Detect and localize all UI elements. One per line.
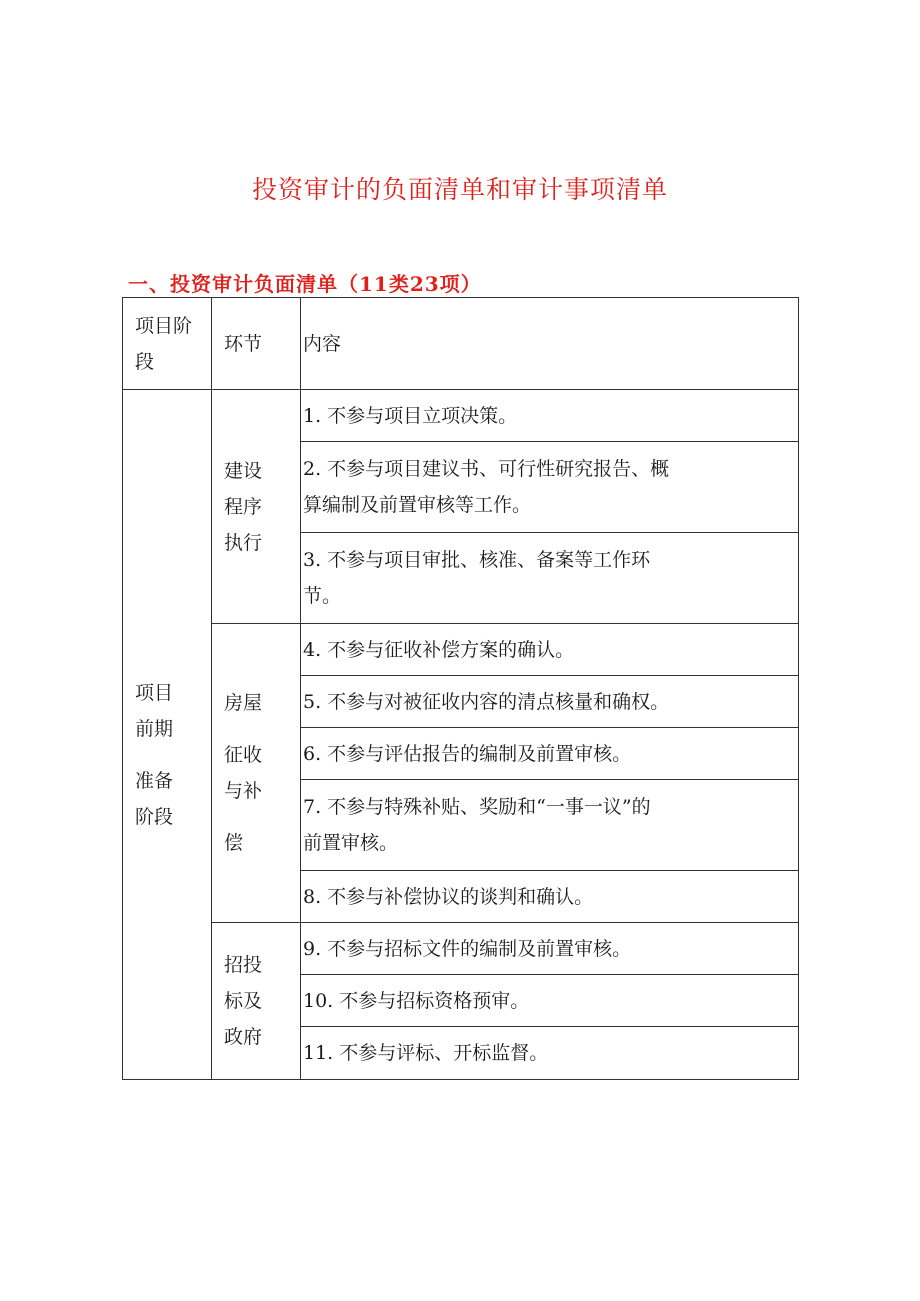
stage-line: 准备 (135, 769, 174, 792)
stage-cell (123, 390, 212, 1080)
group-cell (212, 624, 301, 923)
group-line: 偿 (224, 832, 244, 854)
group-line: 执行 (224, 531, 263, 554)
group-line: 程序 (224, 495, 263, 518)
item-text: 3. 不参与项目审批、核准、备案等工作环 (303, 549, 651, 571)
group-line: 与补 (224, 780, 263, 802)
section-heading: 一、投资审计负面清单（11类23项） (128, 272, 482, 296)
content-cell (301, 624, 799, 676)
item-text: 11. 不参与评标、开标监督。 (303, 1042, 549, 1064)
header-stage-line2: 段 (135, 350, 155, 373)
header-stage (123, 298, 212, 390)
item-text: 7. 不参与特殊补贴、奖励和“一事一议”的 (303, 796, 651, 818)
table-row (123, 923, 799, 975)
header-link: 环节 (212, 298, 301, 390)
content-cell (301, 390, 799, 442)
document-title: 投资审计的负面清单和审计事项清单 (251, 175, 668, 204)
item-text: 前置审核。 (303, 832, 399, 854)
stage-line: 项目 (135, 681, 174, 704)
group-line: 政府 (224, 1026, 263, 1048)
item-text: 5. 不参与对被征收内容的清点核量和确权。 (303, 690, 670, 713)
stage-line: 前期 (135, 717, 174, 740)
table-header-row (123, 298, 799, 390)
content-cell (301, 1027, 799, 1080)
negative-list-table (122, 297, 799, 1080)
content-cell (301, 923, 799, 975)
content-cell (301, 728, 799, 780)
item-text: 算编制及前置审核等工作。 (303, 494, 532, 516)
table-row (123, 390, 799, 442)
group-line: 招投 (224, 954, 263, 976)
item-text: 4. 不参与征收补偿方案的确认。 (303, 638, 575, 661)
group-cell (212, 390, 301, 624)
group-line: 标及 (224, 990, 263, 1012)
group-cell (212, 923, 301, 1080)
item-text: 6. 不参与评估报告的编制及前置审核。 (303, 742, 632, 765)
item-text: 1. 不参与项目立项决策。 (303, 404, 518, 427)
content-cell (301, 871, 799, 923)
header-content: 内容 (301, 298, 799, 390)
item-text: 节。 (303, 585, 342, 607)
content-cell (301, 533, 799, 624)
content-cell (301, 442, 799, 533)
stage-line: 阶段 (135, 805, 174, 828)
group-line: 建设 (224, 459, 263, 482)
header-stage-line1: 项目阶 (135, 314, 193, 337)
content-cell (301, 780, 799, 871)
group-line: 房屋 (224, 692, 263, 714)
item-text: 2. 不参与项目建议书、可行性研究报告、概 (303, 458, 670, 480)
item-text: 10. 不参与招标资格预审。 (303, 989, 530, 1012)
item-text: 8. 不参与补偿协议的谈判和确认。 (303, 885, 594, 908)
item-text: 9. 不参与招标文件的编制及前置审核。 (303, 937, 632, 960)
content-cell (301, 676, 799, 728)
group-line: 征收 (224, 744, 263, 766)
table-row (123, 624, 799, 676)
content-cell (301, 975, 799, 1027)
